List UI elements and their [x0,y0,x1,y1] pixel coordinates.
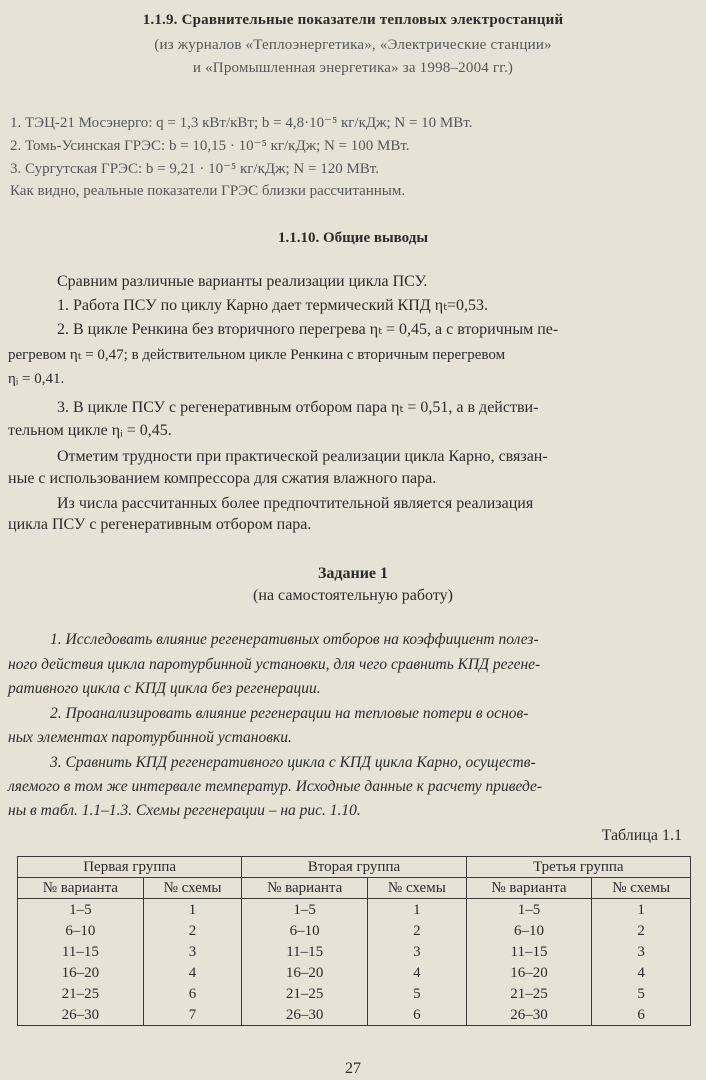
table-cell: 6–10 [18,920,144,941]
table-column-header-row [18,878,691,899]
conclusions-line-6: 3. В цикле ПСУ с регенеративным отбором пара ηₜ = 0,51, а в действи- [57,399,539,416]
table-cell: 6–10 [242,920,368,941]
table-cell: 11–15 [18,941,144,962]
table-cell: 6 [143,983,242,1004]
plant-item-3: 3. Сургутская ГРЭС: b = 9,21 · 10⁻⁵ кг/кДж; N = 120 МВт. [10,161,379,177]
table-row [18,983,691,1004]
task-line-3: ративного цикла с КПД цикла без регенерации. [8,680,321,697]
table-cell: 21–25 [466,983,592,1004]
variants-table [17,856,691,1026]
table-cell: 26–30 [242,1004,368,1026]
table-row [18,899,691,921]
task-subtitle: (на самостоятельную работу) [253,587,453,604]
table-cell: 5 [368,983,467,1004]
conclusions-line-8: Отметим трудности при практической реализации цикла Карно, связан- [57,448,548,465]
table-cell: 1 [143,899,242,921]
col-variant-header: № варианта [466,878,592,899]
table-cell: 1–5 [18,899,144,921]
table-cell: 2 [368,920,467,941]
conclusions-line-11: цикла ПСУ с регенеративным отбором пара. [8,516,312,533]
source-note-line2: и «Промышленная энергетика» за 1998–2004 гг.) [192,60,514,76]
table-row [18,920,691,941]
table-cell: 4 [143,962,242,983]
task-line-2: ного действия цикла паротурбинной установки, для чего сравнить КПД регене- [8,656,541,673]
conclusions-line-10: Из числа рассчитанных более предпочтительной является реализация [57,495,534,512]
table-cell: 21–25 [242,983,368,1004]
table-row [18,962,691,983]
conclusions-line-1: Сравним различные варианты реализации цикла ПСУ. [57,273,428,290]
table-cell: 11–15 [242,941,368,962]
col-scheme-header: № схемы [143,878,242,899]
plant-item-1: 1. ТЭЦ-21 Мосэнерго: q = 1,3 кВт/кВт; b = 4,8·10⁻⁵ кг/кДж; N = 10 МВт. [10,115,473,131]
table-cell: 6 [368,1004,467,1026]
col-scheme-header: № схемы [592,878,691,899]
plant-item-2: 2. Томь-Усинская ГРЭС: b = 10,15 · 10⁻⁵ кг/кДж; N = 100 МВт. [10,138,410,154]
task-line-8: ны в табл. 1.1–1.3. Схемы регенерации – на рис. 1.10. [8,802,361,819]
table-cell: 3 [368,941,467,962]
table-cell: 1–5 [242,899,368,921]
table-group-header-row [18,857,691,878]
table-cell: 2 [592,920,691,941]
table-cell: 2 [143,920,242,941]
table-cell: 26–30 [466,1004,592,1026]
table-row [18,941,691,962]
table-cell: 1 [592,899,691,921]
table-cell: 16–20 [18,962,144,983]
table-row [18,1004,691,1026]
conclusions-line-7: тельном цикле ηᵢ = 0,45. [8,422,172,439]
plant-conclusion: Как видно, реальные показатели ГРЭС близки рассчитанным. [10,183,406,199]
col-scheme-header: № схемы [368,878,467,899]
table-caption: Таблица 1.1 [601,827,682,844]
page-number: 27 [345,1060,361,1077]
section-heading-119: 1.1.9. Сравнительные показатели тепловых электростанций [142,12,564,28]
table-cell: 21–25 [18,983,144,1004]
table-cell: 1–5 [466,899,592,921]
group-header-1: Первая группа [18,857,242,878]
conclusions-line-9: ные с использованием компрессора для сжатия влажного пара. [8,470,437,487]
col-variant-header: № варианта [18,878,144,899]
group-header-2: Вторая группа [242,857,466,878]
group-header-3: Третья группа [466,857,690,878]
table-cell: 4 [592,962,691,983]
task-line-1: 1. Исследовать влияние регенеративных отборов на коэффициент полез- [50,631,539,648]
conclusions-line-2: 1. Работа ПСУ по циклу Карно дает термический КПД ηₜ=0,53. [57,297,489,314]
table-cell: 16–20 [242,962,368,983]
table-cell: 3 [143,941,242,962]
conclusions-line-4: регревом ηₜ = 0,47; в действительном цикле Ренкина с вторичным перегревом [8,347,506,363]
table-cell: 6–10 [466,920,592,941]
table-cell: 7 [143,1004,242,1026]
task-line-5: ных элементах паротурбинной установки. [8,729,292,746]
conclusions-line-5: ηᵢ = 0,41. [8,371,65,387]
col-variant-header: № варианта [242,878,368,899]
table-cell: 6 [592,1004,691,1026]
table-cell: 4 [368,962,467,983]
task-line-7: ляемого в том же интервале температур. Исходные данные к расчету приведе- [8,778,543,795]
conclusions-line-3: 2. В цикле Ренкина без вторичного перегрева ηₜ = 0,45, а с вторичным пе- [57,321,559,338]
table-cell: 3 [592,941,691,962]
task-title: Задание 1 [317,565,389,582]
section-heading-1110: 1.1.10. Общие выводы [277,230,429,246]
task-line-6: 3. Сравнить КПД регенеративного цикла с КПД цикла Карно, осуществ- [50,754,536,771]
source-note-line1: (из журналов «Теплоэнергетика», «Электрические станции» [154,37,552,53]
table-cell: 5 [592,983,691,1004]
table-cell: 11–15 [466,941,592,962]
task-line-4: 2. Проанализировать влияние регенерации на тепловые потери в основ- [50,705,529,722]
table-cell: 16–20 [466,962,592,983]
table-cell: 1 [368,899,467,921]
table-cell: 26–30 [18,1004,144,1026]
